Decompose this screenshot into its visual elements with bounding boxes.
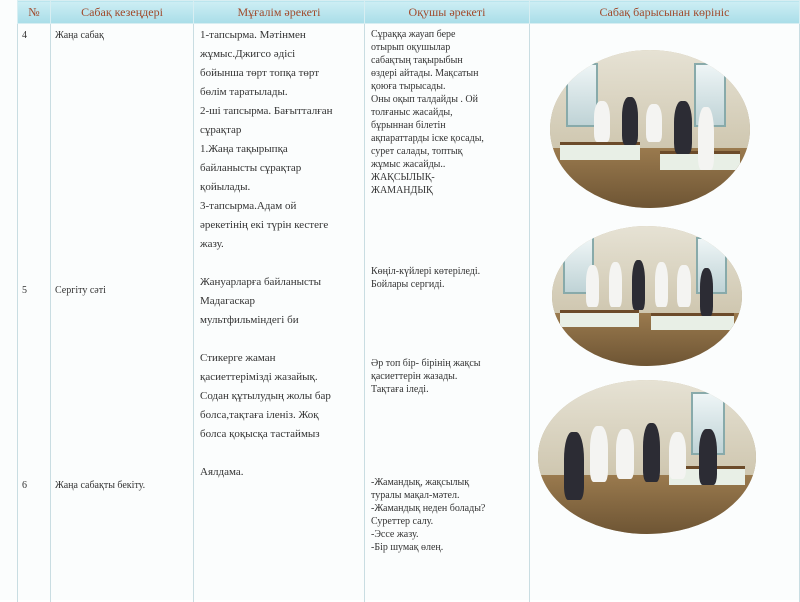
teacher-line: Содан құтылудың жолы бар bbox=[200, 387, 360, 406]
header-lesson-photos: Сабақ барысынан көрініс bbox=[530, 1, 800, 24]
row-number-5: 5 bbox=[22, 285, 27, 296]
teacher-line: 1.Жаңа тақырыпқа bbox=[200, 140, 360, 159]
student-line: ЖАҚСЫЛЫҚ- bbox=[371, 171, 527, 184]
student-line: ақпараттарды іске қосады, bbox=[371, 132, 527, 145]
student-line: Оны оқып талдайды . Ой bbox=[371, 93, 527, 106]
header-lesson-stages: Сабақ кезеңдері bbox=[51, 1, 194, 24]
student-activity-block-4 bbox=[371, 476, 527, 554]
row-number-4: 4 bbox=[22, 30, 27, 41]
teacher-line: Аялдама. bbox=[200, 463, 360, 482]
student-line: отырып оқушылар bbox=[371, 41, 527, 54]
teacher-line: 2-ші тапсырма. Бағытталған bbox=[200, 102, 360, 121]
stage-warmup: Сергіту сәті bbox=[55, 285, 106, 296]
table-header-row bbox=[18, 1, 800, 24]
student-line: -Жамандық, жақсылық bbox=[371, 476, 527, 489]
teacher-line: жазу. bbox=[200, 235, 360, 254]
teacher-column bbox=[194, 24, 365, 602]
table-body-row bbox=[18, 24, 800, 602]
student-line: Көңіл-күйлері көтеріледі. bbox=[371, 265, 527, 278]
header-number: № bbox=[18, 1, 51, 24]
stage-consolidation: Жаңа сабақты бекіту. bbox=[55, 480, 145, 491]
student-line: -Эссе жазу. bbox=[371, 528, 527, 541]
teacher-line: бойынша төрт топқа төрт bbox=[200, 64, 360, 83]
teacher-line: Стикерге жаман bbox=[200, 349, 360, 368]
teacher-line: сұрақтар bbox=[200, 121, 360, 140]
student-line: сабақтың тақырыбын bbox=[371, 54, 527, 67]
student-line: толғаныс жасайды, bbox=[371, 106, 527, 119]
teacher-line: қойылады. bbox=[200, 178, 360, 197]
student-line: Тақтаға іледі. bbox=[371, 383, 527, 396]
teacher-line: әрекетінің екі түрін кестеге bbox=[200, 216, 360, 235]
teacher-line: бөлім таратылады. bbox=[200, 83, 360, 102]
header-teacher-activity: Мұғалім әрекеті bbox=[194, 1, 365, 24]
student-line: ЖАМАНДЫҚ bbox=[371, 184, 527, 197]
teacher-line: 1-тапсырма. Мәтінмен bbox=[200, 26, 360, 45]
number-column bbox=[18, 24, 51, 602]
teacher-line: жұмыс.Джигсо әдісі bbox=[200, 45, 360, 64]
header-student-activity: Оқушы әрекеті bbox=[365, 1, 530, 24]
classroom-photo-warmup bbox=[552, 226, 742, 366]
stage-new-lesson: Жаңа сабақ bbox=[55, 30, 104, 41]
student-line: -Жамандық неден болады? bbox=[371, 502, 527, 515]
teacher-line: Мадагаскар bbox=[200, 292, 360, 311]
teacher-line: болса,тақтаға іленіз. Жоқ bbox=[200, 406, 360, 425]
student-line: сурет салады, топтық bbox=[371, 145, 527, 158]
teacher-line: Жануарларға байланысты bbox=[200, 273, 360, 292]
student-line: -Бір шумақ өлең. bbox=[371, 541, 527, 554]
student-column bbox=[365, 24, 530, 602]
student-line: қоюға тырысады. bbox=[371, 80, 527, 93]
student-line: бұрыннан білетін bbox=[371, 119, 527, 132]
student-line: Сұраққа жауап бере bbox=[371, 28, 527, 41]
teacher-line: байланысты сұрақтар bbox=[200, 159, 360, 178]
student-line: Суреттер салу. bbox=[371, 515, 527, 528]
student-line: туралы мақал-мәтел. bbox=[371, 489, 527, 502]
row-number-6: 6 bbox=[22, 480, 27, 491]
teacher-activity-text bbox=[200, 26, 360, 482]
student-activity-block-2 bbox=[371, 265, 527, 291]
photo-column bbox=[530, 24, 800, 602]
student-line: өздері айтады. Мақсатын bbox=[371, 67, 527, 80]
student-activity-block-3 bbox=[371, 357, 527, 396]
student-line: қасиеттерін жазады. bbox=[371, 370, 527, 383]
lesson-plan-table bbox=[17, 0, 800, 602]
classroom-photo-consolidation bbox=[538, 380, 756, 534]
teacher-line: 3-тапсырма.Адам ой bbox=[200, 197, 360, 216]
teacher-line: қасиеттерімізді жазайық. bbox=[200, 368, 360, 387]
stage-column bbox=[51, 24, 194, 602]
classroom-photo-group-work bbox=[550, 50, 750, 208]
teacher-line: мультфильміндегі би bbox=[200, 311, 360, 330]
student-activity-block-1 bbox=[371, 28, 527, 197]
student-line: Әр топ бір- бірінің жақсы bbox=[371, 357, 527, 370]
student-line: Бойлары сергиді. bbox=[371, 278, 527, 291]
teacher-line: болса қоқысқа тастаймыз bbox=[200, 425, 360, 444]
student-line: жұмыс жасайды.. bbox=[371, 158, 527, 171]
